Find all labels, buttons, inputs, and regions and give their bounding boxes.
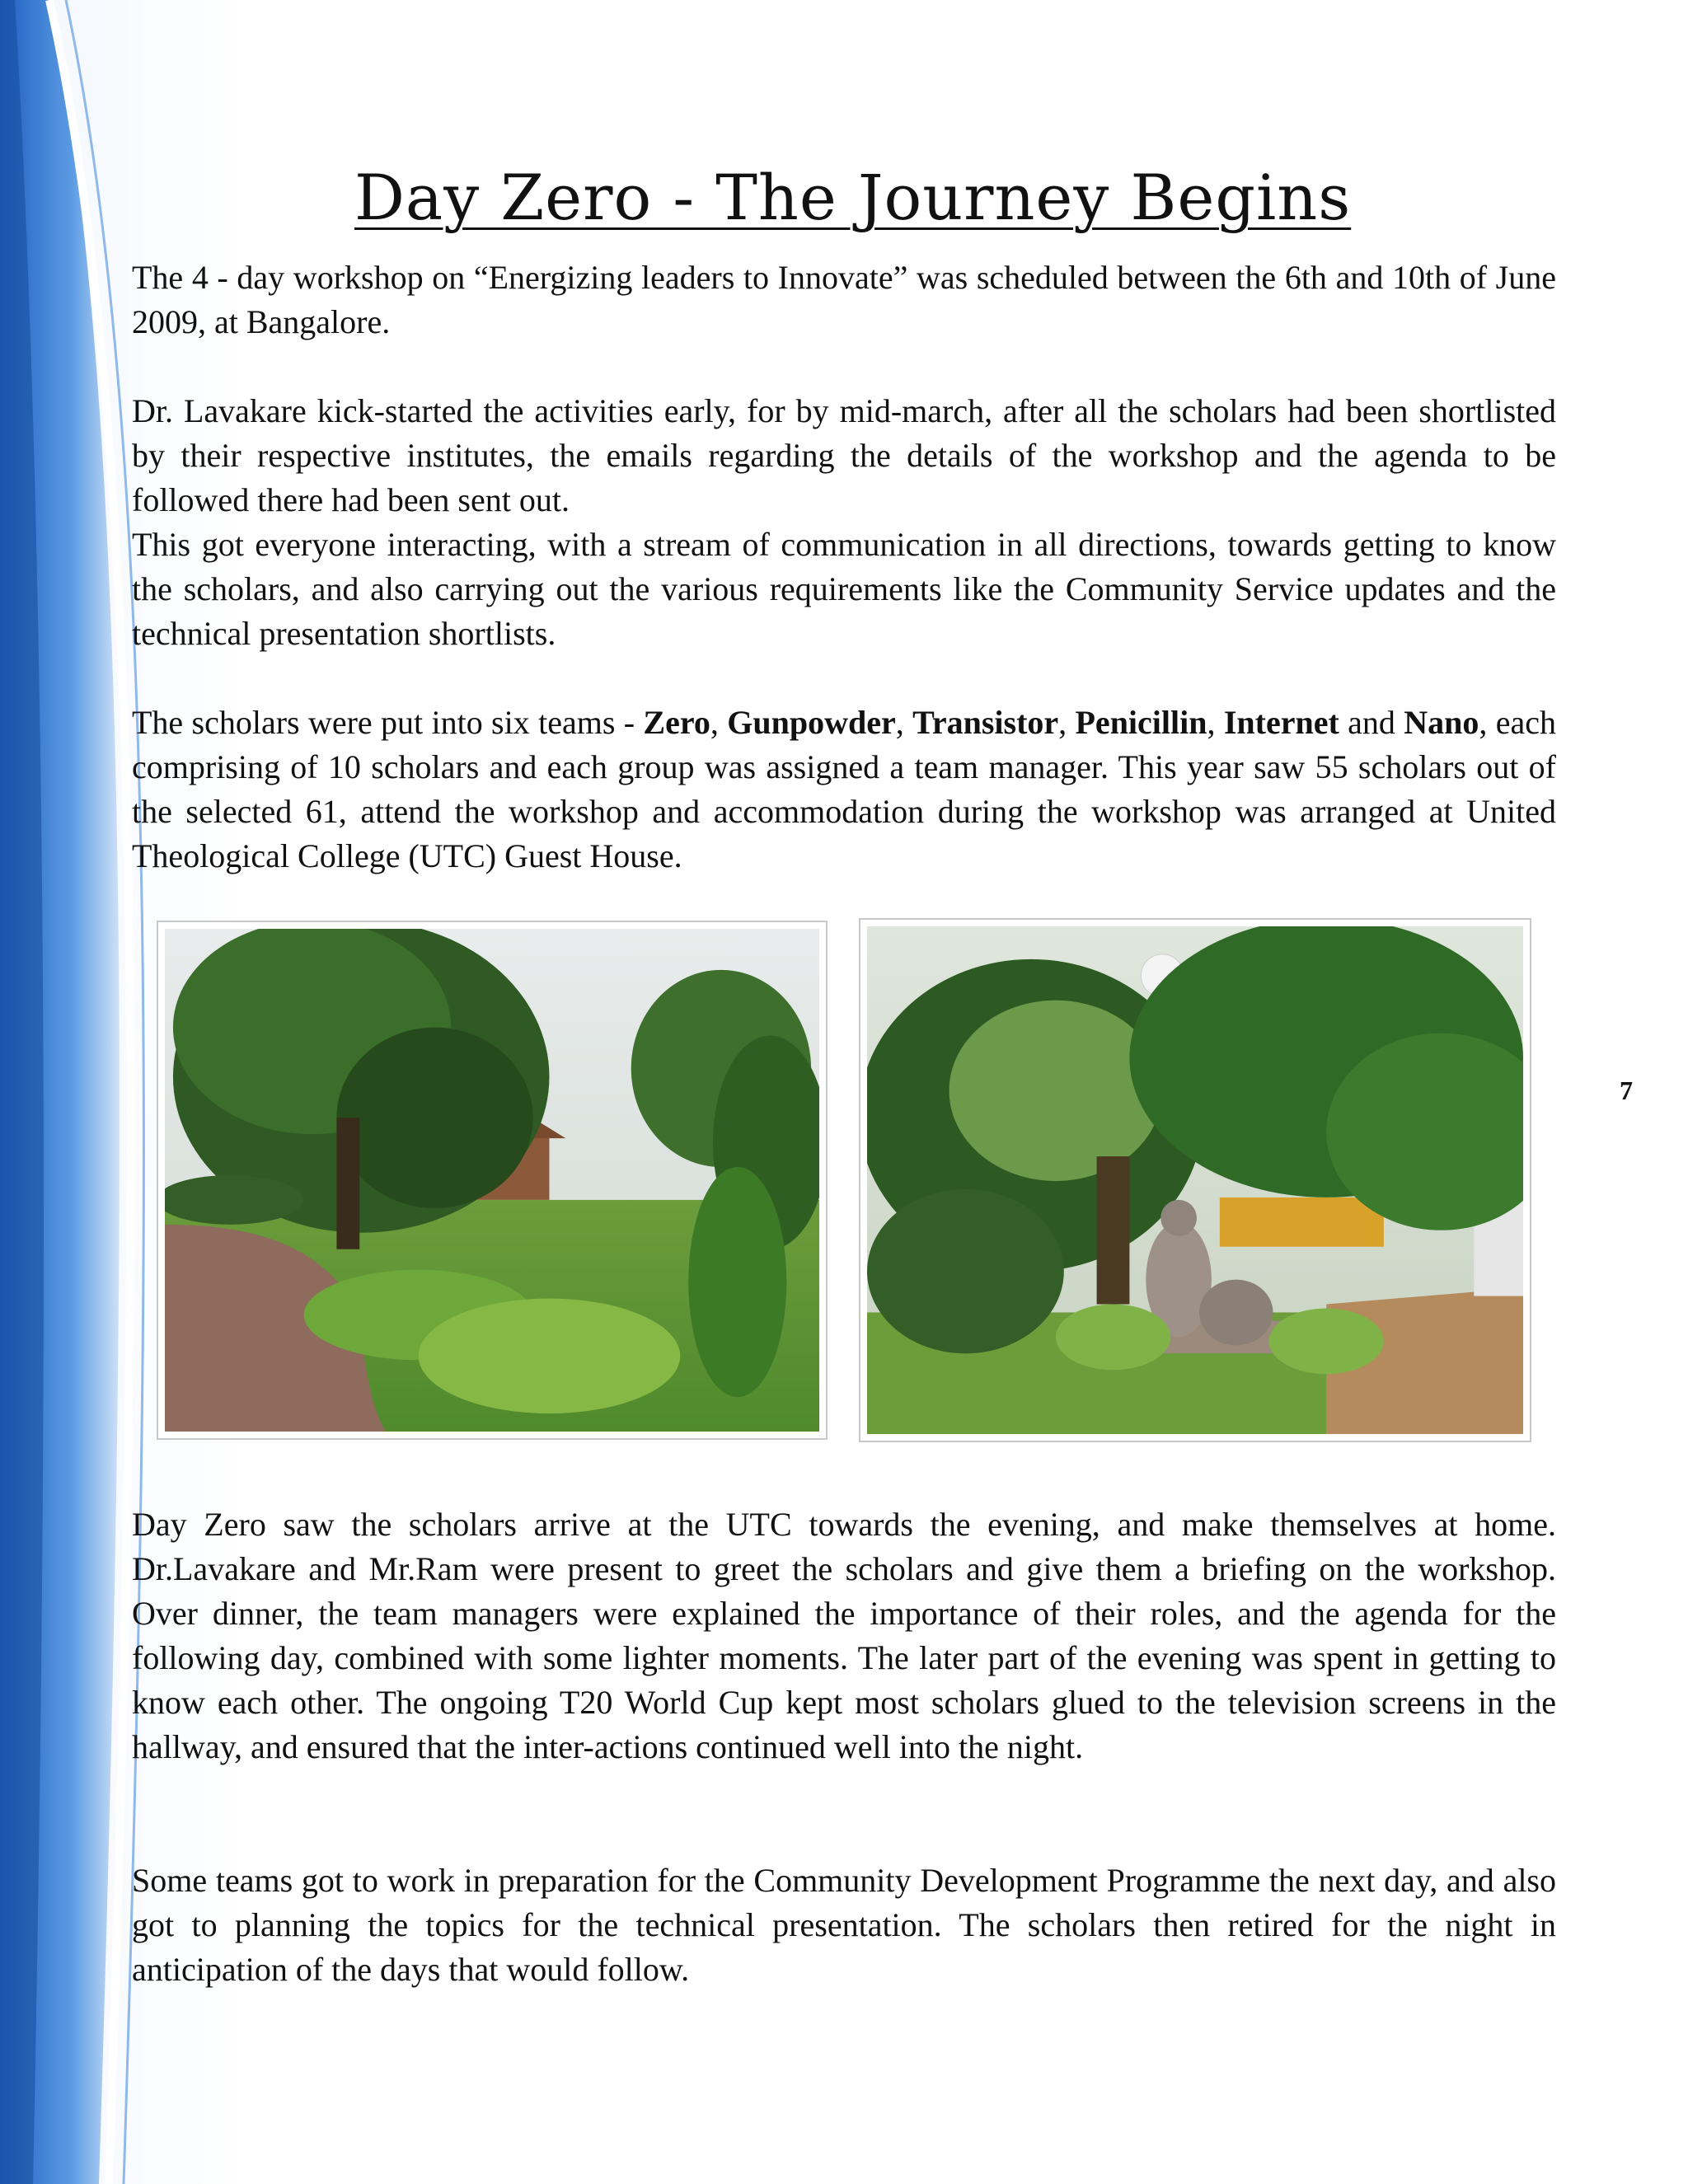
- intro-paragraph-1: The 4 - day workshop on “Energizing leaders to Innovate” was scheduled between the 6th and 10th of June 2009, at Bangalore.: [132, 259, 1556, 340]
- outro-paragraph-2: Some teams got to work in preparation for the Community Development Programme the next day, and also got to planning the topics for the technical presentation. The scholars then retired for the night in anticipation of the days that would follow.: [132, 1862, 1556, 1988]
- page-number: 7: [1620, 1076, 1633, 1105]
- team-name: Internet: [1223, 704, 1339, 741]
- team-name: Transistor: [912, 704, 1059, 741]
- team-name: Gunpowder: [727, 704, 896, 741]
- outro-paragraph-1: Day Zero saw the scholars arrive at the UTC towards the evening, and make themselves at home. Dr.Lavakare and Mr.Ram were present to greet the scholars and give them a briefing on the workshop. Over dinner, the team managers were explained the importance of their roles, and the agenda for the following day, combined with some lighter moments. The later part of the evening was spent in getting to know each other. The ongoing T20 World Cup kept most scholars glued to the television screens in the hallway, and ensured that the inter-actions continued well into the night.: [132, 1506, 1556, 1765]
- intro-paragraph-2: Dr. Lavakare kick-started the activities early, for by mid-march, after all the scholars had been shortlisted by their respective institutes, the emails regarding the details of the workshop and the agenda to be followed there had been sent out.: [132, 392, 1556, 518]
- intro-paragraph-3: This got everyone interacting, with a stream of communication in all directions, towards getting to know the scholars, and also carrying out the various requirements like the Community Service updates and the technical presentation shortlists.: [132, 526, 1556, 652]
- teams-tail: , each comprising of 10 scholars and each group was assigned a team manager. This year saw 55 scholars out of the selected 61, attend the workshop and accommodation during the workshop was arranged at United Theological College (UTC) Guest House.: [132, 704, 1557, 874]
- teams-paragraph: The scholars were put into six teams - Zero, Gunpowder, Transistor, Penicillin, Internet and Nano, each comprising of 10 scholars and each group was assigned a team manager. This year saw 55 scholars out of the selected 61, attend the workshop and accommodation during the workshop was arranged at United Theological College (UTC) Guest House.: [132, 704, 1557, 874]
- teams-lead: The scholars were put into six teams -: [132, 704, 644, 741]
- campus-lawn-photo: [157, 921, 828, 1440]
- team-name: Nano: [1404, 704, 1479, 741]
- team-name: Zero: [643, 704, 710, 741]
- campus-statue-photo: [859, 918, 1531, 1442]
- page-title: Day Zero - The Journey Begins: [354, 161, 1352, 234]
- team-name: Penicillin: [1075, 704, 1207, 741]
